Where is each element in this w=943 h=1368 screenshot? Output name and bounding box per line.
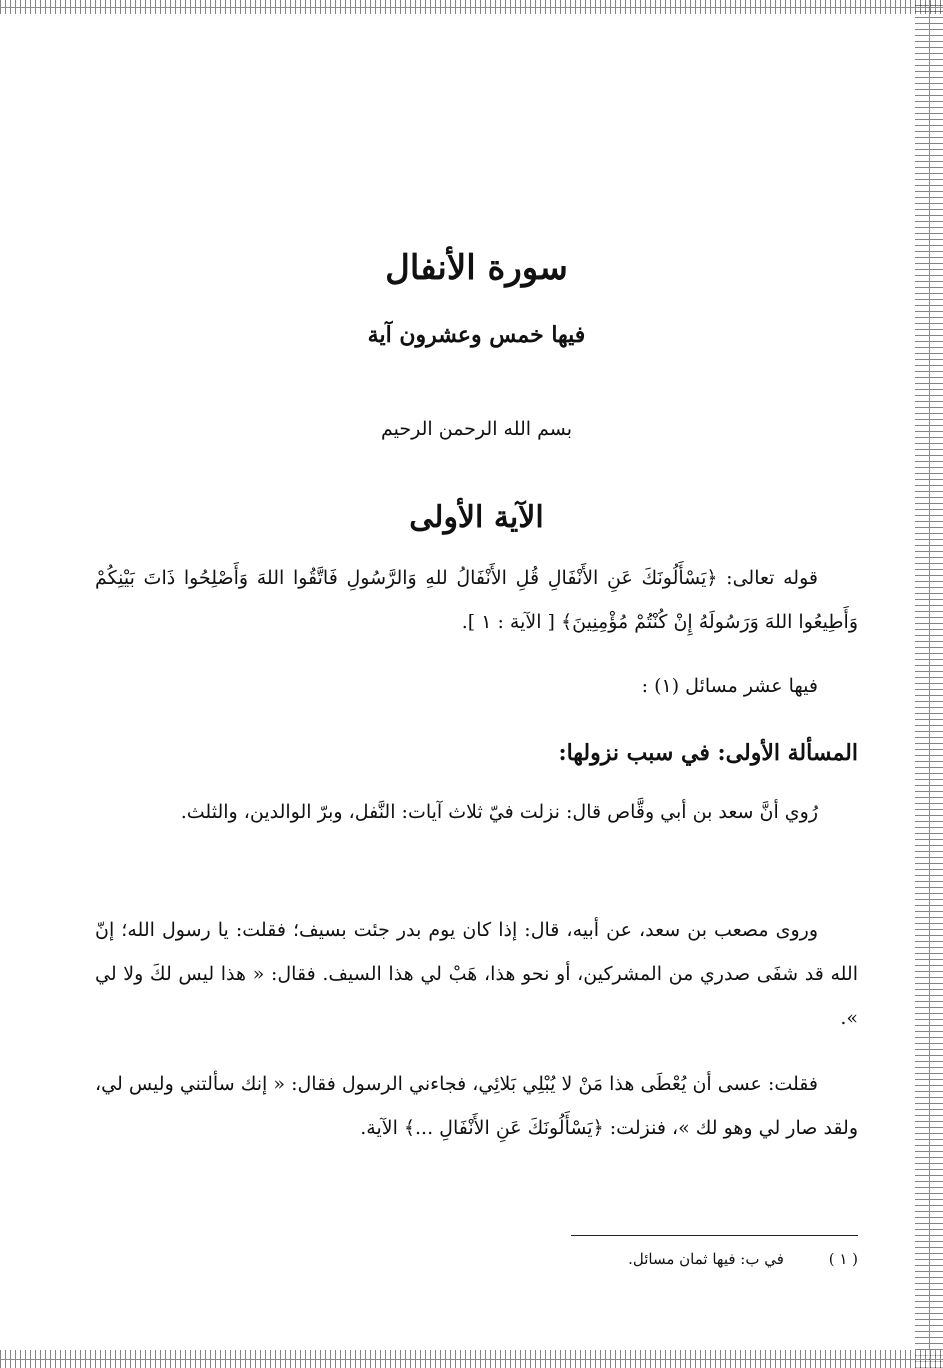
footnote-divider: [571, 1235, 858, 1236]
issue-heading: المسألة الأولى: في سبب نزولها:: [558, 740, 858, 766]
paragraph-narration-1: رُوي أنَّ سعد بن أبي وقَّاص قال: نزلت فيّ ثلاث آيات: النَّفل، وبرّ الوالدين، والثلث.: [180, 801, 818, 823]
footnote-number: ( ١ ): [828, 1250, 858, 1268]
footnote-text: في ب: فيها ثمان مسائل.: [628, 1250, 784, 1268]
ornamental-border-right: [915, 0, 943, 1368]
basmala: بسم الله الرحمن الرحيم: [381, 418, 572, 440]
surah-title: سورة الأنفال: [385, 248, 568, 288]
paragraph-narration-3: فقلت: عسى أن يُعْطَى هذا مَنْ لا يُبْلِي بَلائِي، فجاءني الرسول فقال: « إنك سألتني وليس لي، ولقد صار لي وهو لك »، فنزلت: ﴿يَسْأَلُونَكَ عَنِ الأَنْفَالِ ...﴾ الآية.: [95, 1073, 858, 1139]
paragraph-verse: قوله تعالى: ﴿يَسْأَلُونَكَ عَنِ الأَنْفَالِ قُلِ الأَنْفَالُ للهِ وَالرَّسُولِ فَاتَّقُوا اللهَ وَأَصْلِحُوا ذَاتَ بَيْنِكُمْ وَأَطِيعُوا اللهَ وَرَسُولَهُ إِنْ كُنْتُمْ مُؤْمِنِينَ﴾ [ الآية : ١ ].: [95, 567, 858, 633]
page-body: [95, 0, 858, 1368]
paragraph-narration-2: وروى مصعب بن سعد، عن أبيه، قال: إذا كان يوم بدر جئت بسيف؛ فقلت: يا رسول الله؛ إنّ الله قد شفَى صدري من المشركين، أو نحو هذا، هَبْ لي هذا السيف. فقال: « هذا ليس لكَ ولا لي ».: [95, 919, 858, 1029]
paragraph-issues-count: فيها عشر مسائل (١) :: [641, 675, 818, 697]
verse-count-subtitle: فيها خمس وعشرون آية: [367, 322, 586, 348]
footnote: [95, 1250, 858, 1268]
ayah-heading: الآية الأولى: [409, 500, 544, 535]
